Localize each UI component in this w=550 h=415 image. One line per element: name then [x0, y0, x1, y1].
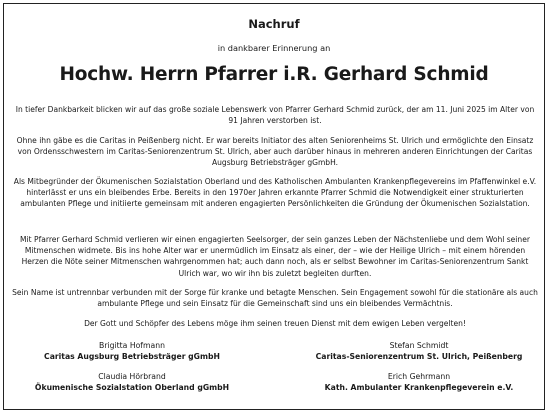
signatory-organization: Caritas-Seniorenzentrum St. Ulrich, Peißenberg: [315, 352, 523, 361]
paragraph-seelsorger: Mit Pfarrer Gerhard Schmid verlieren wir einen engagierten Seelsorger, der sein ganzes Leben der Nächstenliebe und dem Wohl seiner Mitmenschen widmete. Bis ins hohe Alter war er unermüdlich im Einsatz als einer, der – wie der Heilige Ulrich – mit einem hörenden Herzen die Nöte seiner Mitmenschen wahrgenommen hat; auch dann noch, als er selbst Bewohner im Caritas-Seniorenzentrum Sankt Ulrich war, wo wir ihn bis zuletzt begleiten durften.: [20, 235, 530, 278]
obituary-frame: [3, 3, 545, 410]
signatory: [17, 340, 247, 362]
paragraph-sozialstation: Als Mitbegründer der Ökumenischen Sozialstation Oberland und des Katholischen Ambulanten Krankenpflegevereins im Pfaffenwinkel e.V. hinterlässt er uns ein bleibendes Erbe. Bereits in den 1970er Jahren erkannte Pfarrer Schmid die Notwendigkeit einer strukturierten ambulanten Pflege und initiierte gemeinsam mit anderen engagierten Persönlichkeiten die Gründung der Ökumenischen Sozialstation.: [13, 177, 537, 209]
signatory-name: Erich Gehrmann: [387, 372, 451, 381]
signatory-name: Brigitta Hofmann: [99, 341, 165, 350]
paragraph-legacy: Sein Name ist untrennbar verbunden mit der Sorge für kranke und betagte Menschen. Sein Engagement sowohl für die stationäre als auch ambulante Pflege und sein Einsatz für die Gemeinschaft sind uns ein bleibendes Vermächtnis.: [12, 288, 538, 309]
signatory: [17, 371, 247, 393]
signatory-organization: Kath. Ambulanter Krankenpflegeverein e.V.: [324, 383, 514, 392]
deceased-name: Hochw. Herrn Pfarrer i.R. Gerhard Schmid: [59, 64, 489, 85]
signatory: [304, 371, 534, 393]
signatory-organization: Ökumenische Sozialstation Oberland gGmbH: [34, 383, 230, 392]
paragraph-intro: In tiefer Dankbarkeit blicken wir auf das große soziale Lebenswerk von Pfarrer Gerhard Schmid zurück, der am 11. Juni 2025 im Alter von 91 Jahren verstorben ist.: [15, 105, 535, 126]
signatory-name: Claudia Hörbrand: [98, 372, 166, 381]
obituary-heading: Nachruf: [248, 17, 300, 31]
signatory-organization: Caritas Augsburg Betriebsträger gGmbH: [44, 352, 220, 361]
signatory: [304, 340, 534, 362]
paragraph-caritas: Ohne ihn gäbe es die Caritas in Peißenberg nicht. Er war bereits Initiator des alten Seniorenheims St. Ulrich und ermöglichte den Einsatz von Ordensschwestern im Caritas-Seniorenzentrum St. Ulrich, aber auch darüber hinaus in mehreren anderen Einrichtungen der Caritas Augsburg Betriebsträger gGmbH.: [16, 136, 534, 168]
signatory-name: Stefan Schmidt: [389, 341, 449, 350]
paragraph-blessing: Der Gott und Schöpfer des Lebens möge ihm seinen treuen Dienst mit dem ewigen Leben vergelten!: [84, 319, 466, 328]
obituary-subheading: in dankbarer Erinnerung an: [217, 43, 331, 53]
